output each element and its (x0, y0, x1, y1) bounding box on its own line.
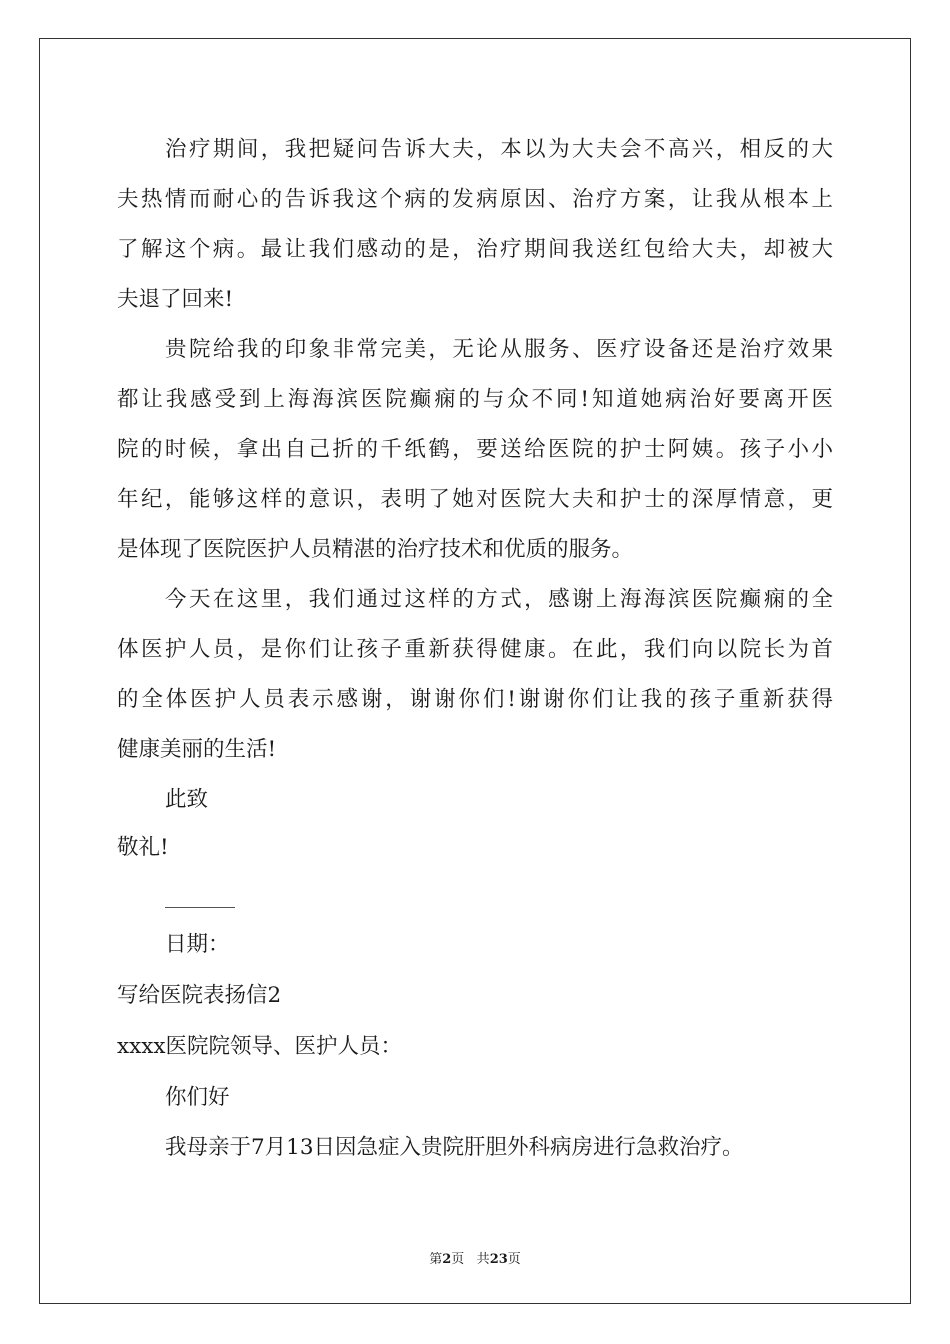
text-line: 体医护人员，是你们让孩子重新获得健康。在此，我们向以院长为首 (117, 637, 833, 662)
text-line: 健康美丽的生活! (117, 737, 277, 762)
text-line: 院的时候，拿出自己折的千纸鹤，要送给医院的护士阿姨。孩子小小 (117, 437, 833, 462)
total-pages: 23 (489, 1252, 508, 1267)
total-prefix: 共 (476, 1252, 490, 1267)
date-label: 日期： (165, 932, 230, 957)
text-line: 都让我感受到上海海滨医院癫痫的与众不同!知道她病治好要离开医 (117, 387, 833, 412)
text-line: 夫热情而耐心的告诉我这个病的发病原因、治疗方案，让我从根本上 (117, 187, 833, 212)
total-suffix: 页 (507, 1252, 521, 1267)
page-footer (0, 1248, 950, 1267)
text-line: 治疗期间，我把疑问告诉大夫，本以为大夫会不高兴，相反的大 (165, 137, 833, 162)
closing-salutation: 此致 (165, 787, 209, 812)
text-line: 今天在这里，我们通过这样的方式，感谢上海海滨医院癫痫的全 (165, 587, 833, 612)
page-prefix: 第 (429, 1252, 443, 1267)
text-line: 贵院给我的印象非常完美，无论从服务、医疗设备还是治疗效果 (165, 337, 833, 362)
signature-line (165, 907, 235, 908)
text-line: 夫退了回来! (117, 287, 234, 312)
page-number: 2 (442, 1252, 452, 1267)
closing-regards: 敬礼! (117, 835, 169, 860)
text-line: 是体现了医院医护人员精湛的治疗技术和优质的服务。 (117, 537, 634, 562)
letter-recipient: xxxx医院院领导、医护人员： (117, 1034, 403, 1059)
text-line: 了解这个病。最让我们感动的是，治疗期间我送红包给大夫，却被大 (117, 237, 833, 262)
section-title: 写给医院表扬信2 (117, 983, 282, 1008)
text-line: 我母亲于7月13日因急症入贵院肝胆外科病房进行急救治疗。 (165, 1135, 744, 1160)
letter-greeting: 你们好 (165, 1085, 230, 1110)
text-line: 的全体医护人员表示感谢，谢谢你们!谢谢你们让我的孩子重新获得 (117, 687, 833, 712)
page-suffix: 页 (451, 1252, 465, 1267)
text-line: 年纪，能够这样的意识，表明了她对医院大夫和护士的深厚情意，更 (117, 487, 833, 512)
